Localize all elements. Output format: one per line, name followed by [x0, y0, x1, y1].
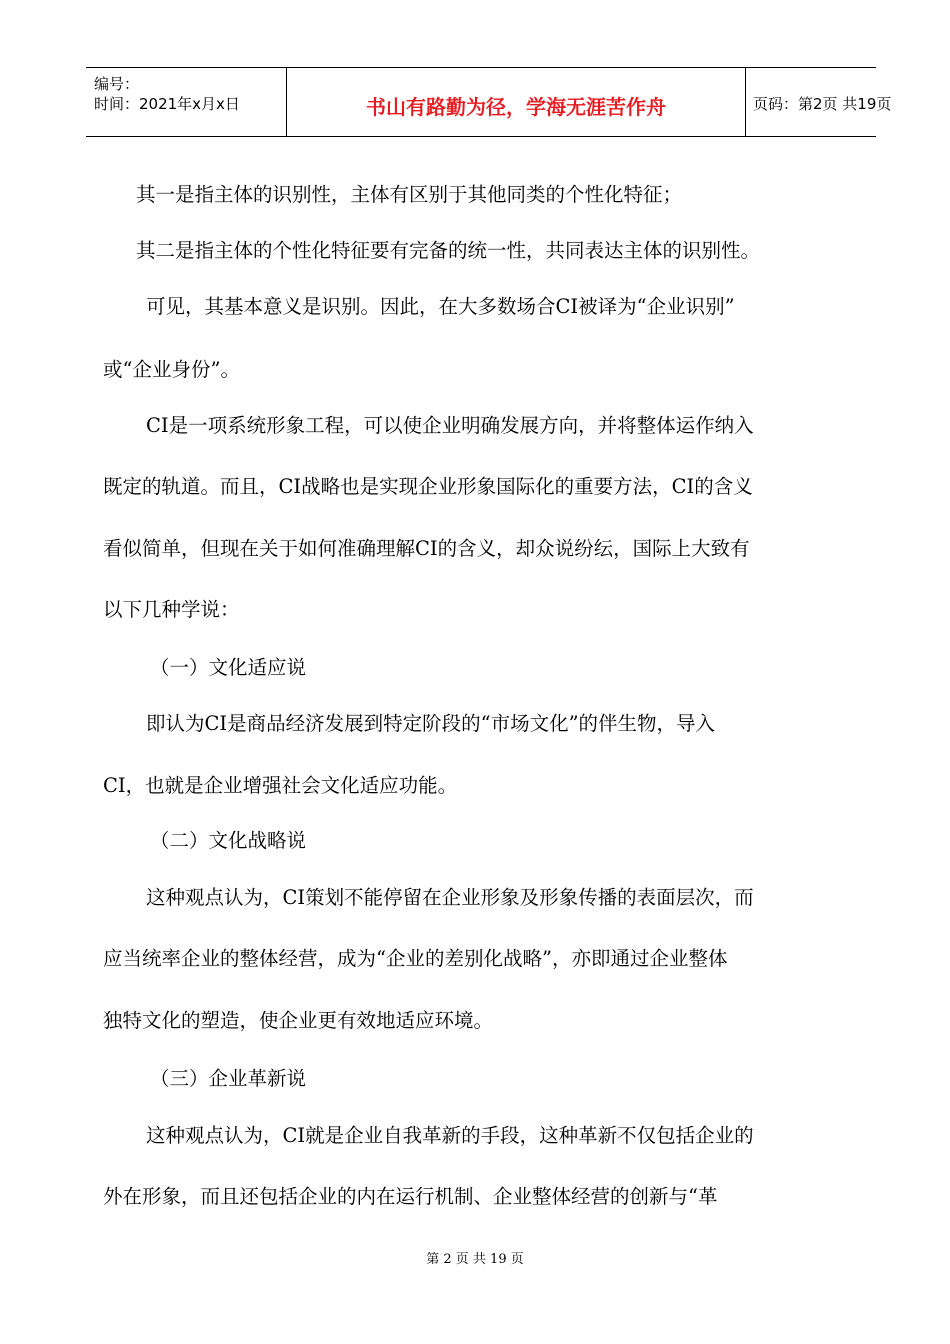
body-line: 既定的轨道。而且，CI战略也是实现企业形象国际化的重要方法，CI的含义 [103, 475, 753, 498]
header-info-cell [86, 68, 286, 136]
header-motto-cell [286, 68, 746, 136]
body-line: 这种观点认为，CI就是企业自我革新的手段，这种革新不仅包括企业的 [146, 1124, 754, 1147]
section-heading: （三）企业革新说 [150, 1067, 307, 1090]
body-line: 或“企业身份”。 [103, 358, 240, 381]
body-line: 独特文化的塑造，使企业更有效地适应环境。 [103, 1009, 494, 1032]
document-header [86, 67, 892, 137]
section-heading: （一）文化适应说 [150, 656, 307, 679]
section-heading: （二）文化战略说 [150, 829, 307, 852]
header-page-cell [745, 68, 892, 136]
header-motto: 书山有路勤为径，学海无涯苦作舟 [366, 95, 666, 119]
body-line: CI是一项系统形象工程，可以使企业明确发展方向，并将整体运作纳入 [146, 414, 754, 437]
body-line: CI，也就是企业增强社会文化适应功能。 [103, 774, 458, 797]
body-line: 可见，其基本意义是识别。因此，在大多数场合CI被译为“企业识别” [146, 295, 735, 318]
header-page-number: 页码：第2页 共19页 [753, 95, 892, 113]
body-line: 其一是指主体的识别性，主体有区别于其他同类的个性化特征； [136, 183, 683, 206]
body-line: 应当统率企业的整体经营，成为“企业的差别化战略”，亦即通过企业整体 [103, 947, 728, 970]
body-line: 以下几种学说： [103, 598, 240, 621]
body-line: 即认为CI是商品经济发展到特定阶段的“市场文化”的伴生物，导入 [146, 712, 716, 735]
body-line: 外在形象，而且还包括企业的内在运行机制、企业整体经营的创新与“革 [103, 1185, 718, 1208]
document-time-label: 时间：2021年x月x日 [94, 95, 240, 113]
body-line: 其二是指主体的个性化特征要有完备的统一性，共同表达主体的识别性。 [136, 239, 761, 262]
body-line: 看似简单，但现在关于如何准确理解CI的含义，却众说纷纭，国际上大致有 [103, 537, 750, 560]
body-line: 这种观点认为，CI策划不能停留在企业形象及形象传播的表面层次，而 [146, 886, 754, 909]
page-footer: 第 2 页 共 19 页 [426, 1252, 524, 1267]
document-number-label: 编号： [94, 75, 140, 93]
